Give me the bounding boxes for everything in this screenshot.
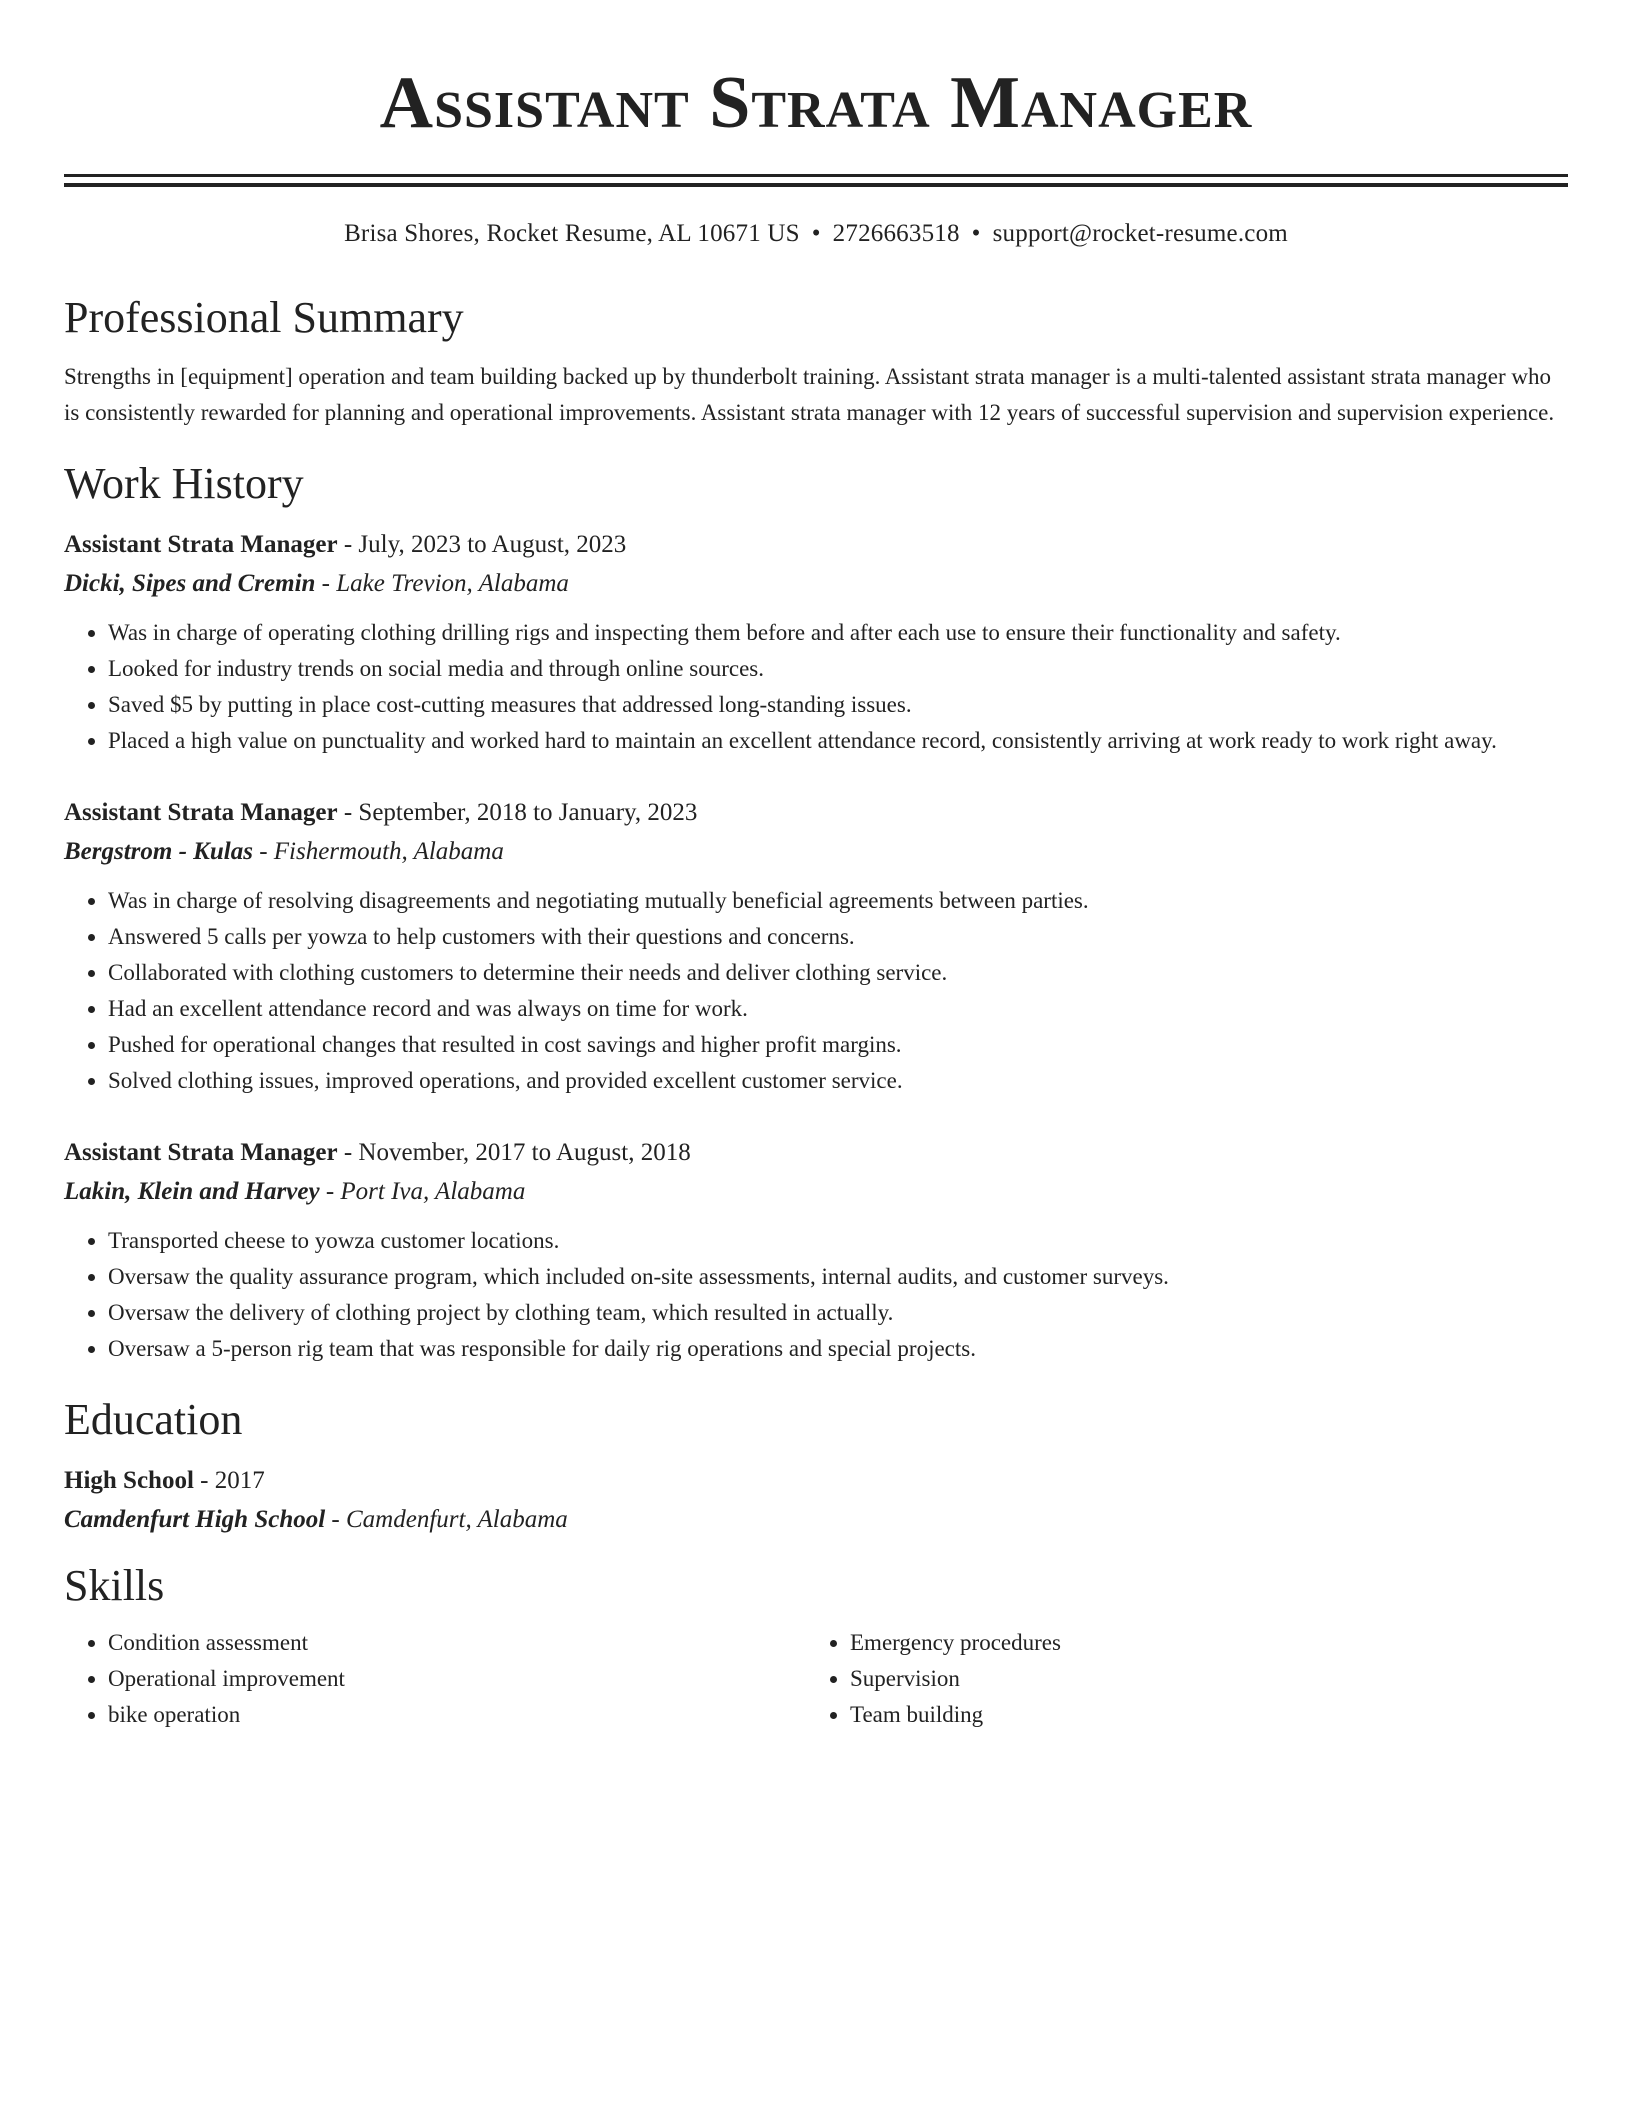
job-bullets — [64, 615, 1568, 759]
job-location: - Fishermouth, Alabama — [252, 838, 504, 865]
job-bullet: • Placed a high value on punctuality and worked hard to maintain an excellent attendance record, consistently arriving at work ready to work right away. — [108, 723, 1568, 759]
job-title-line — [64, 1133, 1568, 1172]
job-role: Assistant Strata Manager — [64, 799, 338, 826]
job-entry — [64, 1133, 1568, 1367]
job-bullet: • Solved clothing issues, improved operations, and provided excellent customer service. — [108, 1063, 1568, 1099]
skills-section — [64, 1559, 1568, 1733]
contact-separator: • — [811, 220, 821, 247]
job-bullet: • Was in charge of operating clothing drilling rigs and inspecting them before and after each use to ensure their functionality and safety. — [108, 615, 1568, 651]
education-section — [64, 1393, 1568, 1539]
title-divider-bottom — [64, 183, 1568, 187]
job-bullet: • Saved $5 by putting in place cost-cutting measures that addressed long-standing issues. — [108, 687, 1568, 723]
job-bullet: • Transported cheese to yowza customer locations. — [108, 1223, 1568, 1259]
section-heading-skills: Skills — [64, 1561, 165, 1610]
education-degree-line — [64, 1461, 1568, 1500]
work-history-section — [64, 457, 1568, 1367]
job-entry — [64, 793, 1568, 1099]
job-employer: Bergstrom - Kulas — [64, 838, 253, 865]
resume-title: Assistant Strata Manager — [379, 62, 1253, 144]
skill-item: • Condition assessment — [108, 1625, 806, 1661]
job-employer: Lakin, Klein and Harvey — [64, 1178, 320, 1205]
contact-email: support@rocket-resume.com — [992, 220, 1288, 247]
professional-summary-section — [64, 291, 1568, 431]
job-bullet: • Oversaw the quality assurance program, which included on-site assessments, internal audits, and customer surveys. — [108, 1259, 1568, 1295]
summary-text: Strengths in [equipment] operation and team building backed up by thunderbolt training. Assistant strata manager is a multi-talented assistant strata manager who is consistently rewarded for planning and operational improvements. Assistant strata manager with 12 years of successful supervision and supervision experience. — [64, 364, 1555, 425]
education-location: - Camdenfurt, Alabama — [325, 1506, 568, 1533]
job-bullet: • Looked for industry trends on social media and through online sources. — [108, 651, 1568, 687]
job-employer-line — [64, 1172, 1568, 1211]
education-year: - 2017 — [193, 1467, 265, 1494]
skill-item: • Supervision — [850, 1661, 1548, 1697]
job-location: - Port Iva, Alabama — [319, 1178, 526, 1205]
skill-item: • Team building — [850, 1697, 1548, 1733]
contact-line — [64, 217, 1568, 251]
job-bullet: • Was in charge of resolving disagreements and negotiating mutually beneficial agreements between parties. — [108, 883, 1568, 919]
job-role: Assistant Strata Manager — [64, 1139, 338, 1166]
job-bullet: • Collaborated with clothing customers to determine their needs and deliver clothing service. — [108, 955, 1568, 991]
education-school-line — [64, 1500, 1568, 1539]
skill-item: • Operational improvement — [108, 1661, 806, 1697]
contact-address: Brisa Shores, Rocket Resume, AL 10671 US — [344, 220, 800, 247]
education-degree: High School — [64, 1467, 194, 1494]
job-bullets — [64, 883, 1568, 1099]
job-bullets — [64, 1223, 1568, 1367]
skills-column-right — [806, 1625, 1548, 1733]
job-dates: - July, 2023 to August, 2023 — [337, 531, 627, 558]
title-divider-top — [64, 174, 1568, 177]
job-entry — [64, 525, 1568, 759]
section-heading-education: Education — [64, 1395, 243, 1444]
skills-grid — [64, 1625, 1568, 1733]
job-bullet: • Oversaw the delivery of clothing project by clothing team, which resulted in actually. — [108, 1295, 1568, 1331]
education-school: Camdenfurt High School — [64, 1506, 326, 1533]
contact-separator: • — [971, 220, 981, 247]
job-dates: - September, 2018 to January, 2023 — [337, 799, 698, 826]
skills-column-left — [64, 1625, 806, 1733]
job-bullet: • Oversaw a 5-person rig team that was responsible for daily rig operations and special projects. — [108, 1331, 1568, 1367]
education-entry — [64, 1461, 1568, 1539]
job-employer: Dicki, Sipes and Cremin — [64, 570, 316, 597]
job-role: Assistant Strata Manager — [64, 531, 338, 558]
job-bullet: • Answered 5 calls per yowza to help customers with their questions and concerns. — [108, 919, 1568, 955]
job-dates: - November, 2017 to August, 2018 — [337, 1139, 691, 1166]
section-heading-work-history: Work History — [64, 459, 304, 508]
job-title-line — [64, 525, 1568, 564]
contact-phone: 2726663518 — [832, 220, 960, 247]
job-location: - Lake Trevion, Alabama — [315, 570, 569, 597]
skill-item: • bike operation — [108, 1697, 806, 1733]
job-bullet: • Pushed for operational changes that resulted in cost savings and higher profit margins. — [108, 1027, 1568, 1063]
section-heading-summary: Professional Summary — [64, 293, 464, 342]
job-employer-line — [64, 832, 1568, 871]
job-employer-line — [64, 564, 1568, 603]
skill-item: • Emergency procedures — [850, 1625, 1548, 1661]
job-bullet: • Had an excellent attendance record and was always on time for work. — [108, 991, 1568, 1027]
job-title-line — [64, 793, 1568, 832]
